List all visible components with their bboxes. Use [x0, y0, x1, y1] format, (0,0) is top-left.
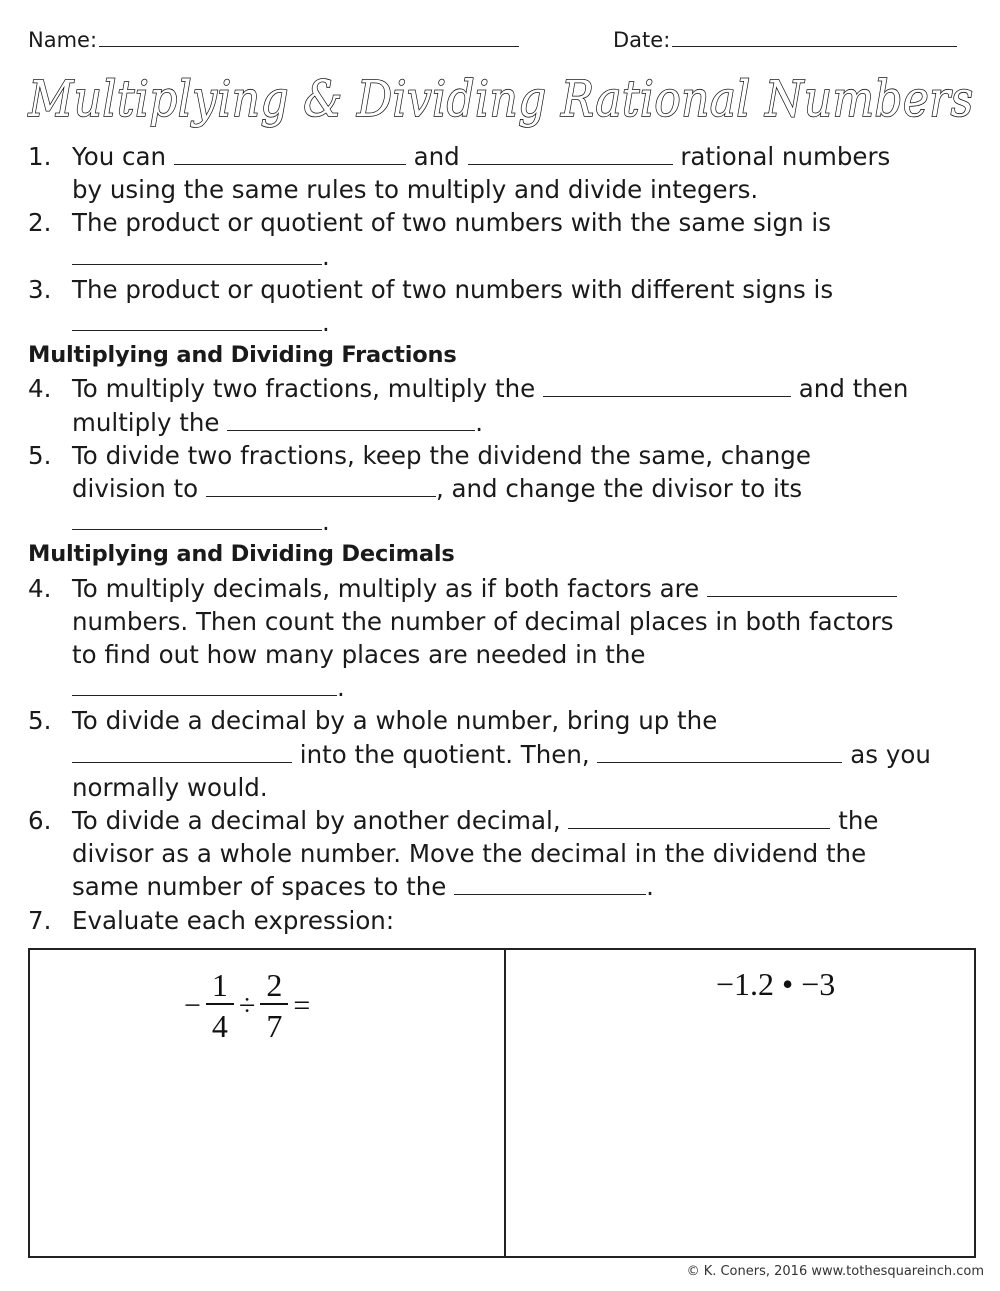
question-3: 3. The product or quotient of two numbers with different signs is . — [28, 273, 978, 339]
fraction-1 — [206, 968, 234, 1043]
question-text: multiply the — [72, 407, 220, 437]
question-number: 4. — [28, 573, 52, 603]
question-text: and then — [798, 374, 909, 404]
date-field — [613, 28, 957, 52]
section-heading-decimals: Multiplying and Dividing Decimals — [28, 541, 455, 568]
work-area — [28, 948, 976, 1258]
work-cell-right[interactable] — [504, 950, 974, 1256]
decimal-expression: −1.2 • −3 — [716, 966, 836, 1002]
question-text: division to — [72, 474, 199, 504]
question-5-fractions: 5. To divide two fractions, keep the dividend the same, change division to , and change the divisor to its . — [28, 439, 978, 539]
section-heading-fractions: Multiplying and Dividing Fractions — [28, 342, 457, 369]
question-text: by using the same rules to multiply and divide integers. — [72, 175, 759, 205]
denominator: 4 — [211, 1008, 228, 1044]
answer-blank[interactable] — [597, 740, 842, 763]
question-text: as you — [850, 739, 931, 769]
question-text: To divide a decimal by a whole number, bring up the — [72, 706, 718, 736]
question-7 — [28, 904, 978, 937]
question-text: and — [413, 142, 460, 171]
numerator: 2 — [266, 967, 283, 1003]
date-label: Date: — [613, 28, 671, 52]
answer-blank[interactable] — [206, 474, 436, 497]
question-number: 6. — [28, 806, 52, 836]
minus-sign: − — [184, 988, 201, 1022]
question-text: numbers. Then count the number of decimal places in both factors — [72, 606, 894, 636]
question-number: 2. — [28, 208, 52, 238]
question-text: To divide a decimal by another decimal, — [72, 806, 561, 836]
question-text: To multiply two fractions, multiply the — [72, 374, 536, 404]
question-number: 5. — [28, 706, 52, 736]
name-blank[interactable] — [99, 28, 519, 47]
equals-sign: = — [293, 988, 311, 1022]
header — [28, 28, 972, 58]
answer-blank[interactable] — [568, 806, 830, 829]
fraction-expression — [182, 968, 312, 1043]
question-4-decimals: 4. To multiply decimals, multiply as if both factors are numbers. Then count the number of decimal places in both factors to find out how many places are needed in the . — [28, 572, 978, 705]
fraction-2 — [260, 968, 288, 1043]
answer-blank[interactable] — [227, 408, 475, 431]
answer-blank[interactable] — [72, 308, 322, 331]
worksheet-title — [24, 62, 979, 142]
question-number: 1. — [28, 142, 52, 171]
question-text: to find out how many places are needed in the — [72, 640, 646, 670]
question-text: the — [838, 806, 879, 836]
question-number: 3. — [28, 274, 52, 304]
answer-blank[interactable] — [707, 574, 897, 597]
answer-blank[interactable] — [543, 374, 791, 397]
answer-blank[interactable] — [174, 142, 406, 165]
question-5-decimals — [28, 704, 978, 804]
answer-blank[interactable] — [72, 740, 292, 763]
question-number: 7. — [28, 905, 52, 935]
question-text: To multiply decimals, multiply as if both factors are — [72, 573, 700, 603]
work-cell-left[interactable] — [30, 950, 506, 1256]
question-text: divisor as a whole number. Move the decimal in the dividend the — [72, 839, 867, 869]
numerator: 1 — [211, 967, 228, 1003]
name-label: Name: — [28, 28, 98, 52]
question-number: 4. — [28, 374, 52, 404]
divide-sign: ÷ — [238, 988, 256, 1022]
question-number: 5. — [28, 440, 52, 470]
title-text: Multiplying & Dividing Rational Numbers — [27, 70, 974, 128]
question-text: , and change the divisor to its — [435, 474, 803, 504]
question-text: same number of spaces to the — [72, 872, 447, 902]
date-blank[interactable] — [672, 28, 957, 47]
name-field — [28, 28, 519, 52]
question-text: rational numbers — [680, 142, 891, 171]
question-text: The product or quotient of two numbers with different signs is — [72, 274, 834, 304]
question-text: You can — [72, 142, 167, 171]
questions — [28, 140, 978, 937]
question-2: 2. The product or quotient of two numbers with the same sign is . — [28, 206, 978, 272]
answer-blank[interactable] — [72, 673, 337, 696]
question-text: into the quotient. Then, — [299, 739, 590, 769]
question-4-fractions: 4. To multiply two fractions, multiply the and then multiply the . — [28, 372, 978, 438]
copyright-footer: © K. Coners, 2016 www.tothesquareinch.com — [686, 1264, 984, 1279]
answer-blank[interactable] — [468, 142, 673, 165]
question-6-decimals: 6. To divide a decimal by another decimal, the divisor as a whole number. Move the decimal in the dividend the same number of spaces to the . — [28, 804, 978, 904]
answer-blank[interactable] — [454, 872, 646, 895]
question-text: normally would. — [72, 772, 268, 802]
answer-blank[interactable] — [72, 507, 322, 530]
question-text: To divide two fractions, keep the dividend the same, change — [72, 440, 811, 470]
question-text: The product or quotient of two numbers with the same sign is — [72, 208, 831, 238]
denominator: 7 — [266, 1008, 283, 1044]
question-1 — [28, 140, 978, 206]
answer-blank[interactable] — [72, 242, 322, 265]
question-text: Evaluate each expression: — [72, 905, 395, 935]
